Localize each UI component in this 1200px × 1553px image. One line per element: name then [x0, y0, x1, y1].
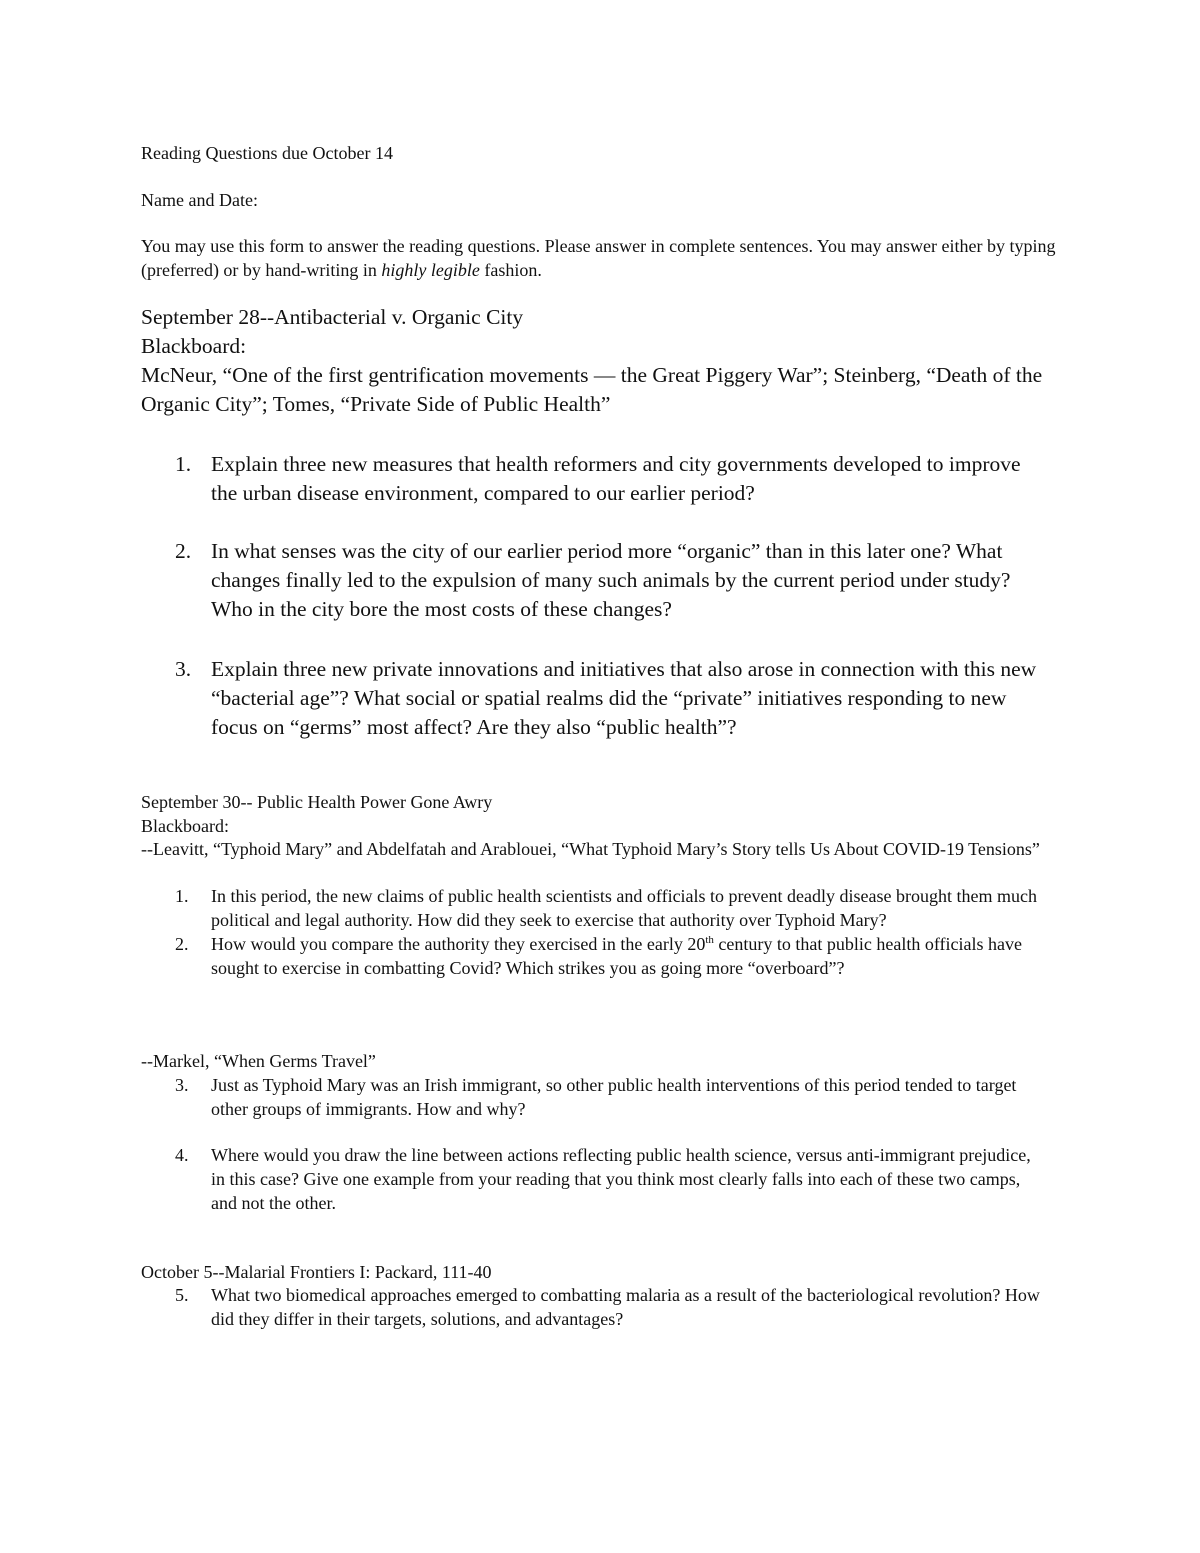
question-text: [211, 934, 1022, 978]
ordinal-suffix: th: [705, 934, 714, 946]
question-list: [141, 537, 1046, 624]
intro-text: You may use this form to answer the reading questions. Please answer in complete sentences. You may answer either by typing (preferred) or by hand-writing in: [141, 236, 1056, 280]
intro-paragraph: [141, 234, 1056, 282]
intro-text-end: fashion.: [479, 260, 542, 280]
section-readings: --Markel, “When Germs Travel”: [141, 1051, 376, 1071]
question-text: Explain three new measures that health reformers and city governments developed to improve the urban disease environment, compared to our earlier period?: [211, 452, 1021, 505]
question-list: [141, 655, 1046, 742]
section-readings: --Leavitt, “Typhoid Mary” and Abdelfatah and Arablouei, “What Typhoid Mary’s Story tells Us About COVID-19 Tensions”: [141, 839, 1040, 859]
question-text: In what senses was the city of our earlier period more “organic” than in this later one? What changes finally led to the expulsion of many such animals by the current period under study? Who in the city bore the most costs of these changes?: [211, 539, 1011, 621]
question-number: 3.: [175, 1075, 189, 1095]
question-item: [141, 450, 1046, 508]
question-text: In this period, the new claims of public health scientists and officials to prevent deadly disease brought them much political and legal authority. How did they seek to exercise that authority over Typhoid Mary?: [211, 886, 1037, 930]
question-item: [141, 884, 1046, 932]
section-source-label: Blackboard:: [141, 334, 247, 358]
question-item: [141, 1073, 1046, 1121]
question-item: [141, 932, 1046, 980]
question-list: [141, 1283, 1056, 1331]
question-text: Explain three new private innovations and initiatives that also arose in connection with this new “bacterial age”? What social or spatial realms did the “private” initiatives responding to new focus on “germs” most affect? Are they also “public health”?: [211, 657, 1037, 739]
document-title: Reading Questions due October 14: [141, 143, 393, 163]
question-item: [141, 1283, 1056, 1331]
question-item: [141, 1143, 1046, 1215]
question-number: 3.: [175, 657, 192, 681]
question-number: 5.: [175, 1285, 189, 1305]
question-number: 2.: [175, 539, 192, 563]
question-text: Where would you draw the line between actions reflecting public health science, versus anti-immigrant prejudice, in this case? Give one example from your reading that you think most clearly falls into each of these two camps, and not the other.: [211, 1145, 1031, 1213]
question-item: [141, 537, 1046, 624]
section-readings: McNeur, “One of the first gentrification movements — the Great Piggery War”; Steinberg, “Death of the Organic City”; Tomes, “Private Side of Public Health”: [141, 363, 1043, 416]
section-heading-sept-28: September 28--Antibacterial v. Organic City: [141, 305, 524, 329]
section-heading-oct-5: October 5--Malarial Frontiers I: Packard, 111-40: [141, 1262, 492, 1282]
section-source-label: Blackboard:: [141, 816, 229, 836]
question-list: [141, 450, 1046, 508]
question-list: [141, 1073, 1046, 1121]
name-date-label: Name and Date:: [141, 190, 258, 210]
question-list: [141, 884, 1046, 980]
question-text: Just as Typhoid Mary was an Irish immigrant, so other public health interventions of this period tended to target other groups of immigrants. How and why?: [211, 1075, 1017, 1119]
question-list: [141, 1143, 1046, 1215]
section-heading-sept-30: September 30-- Public Health Power Gone Awry: [141, 792, 493, 812]
question-item: [141, 655, 1046, 742]
question-text: What two biomedical approaches emerged to combatting malaria as a result of the bacteriological revolution? How did they differ in their targets, solutions, and advantages?: [211, 1285, 1040, 1329]
question-number: 4.: [175, 1145, 189, 1165]
intro-emphasis: highly legible: [381, 260, 480, 280]
question-number: 1.: [175, 452, 192, 476]
question-number: 1.: [175, 886, 189, 906]
question-number: 2.: [175, 934, 189, 954]
question-text-part: How would you compare the authority they exercised in the early 20: [211, 934, 706, 954]
question-text-part: century to that public health officials have sought to exercise in combatting Covid? Which strikes you as going more “overboard”?: [211, 934, 1022, 978]
